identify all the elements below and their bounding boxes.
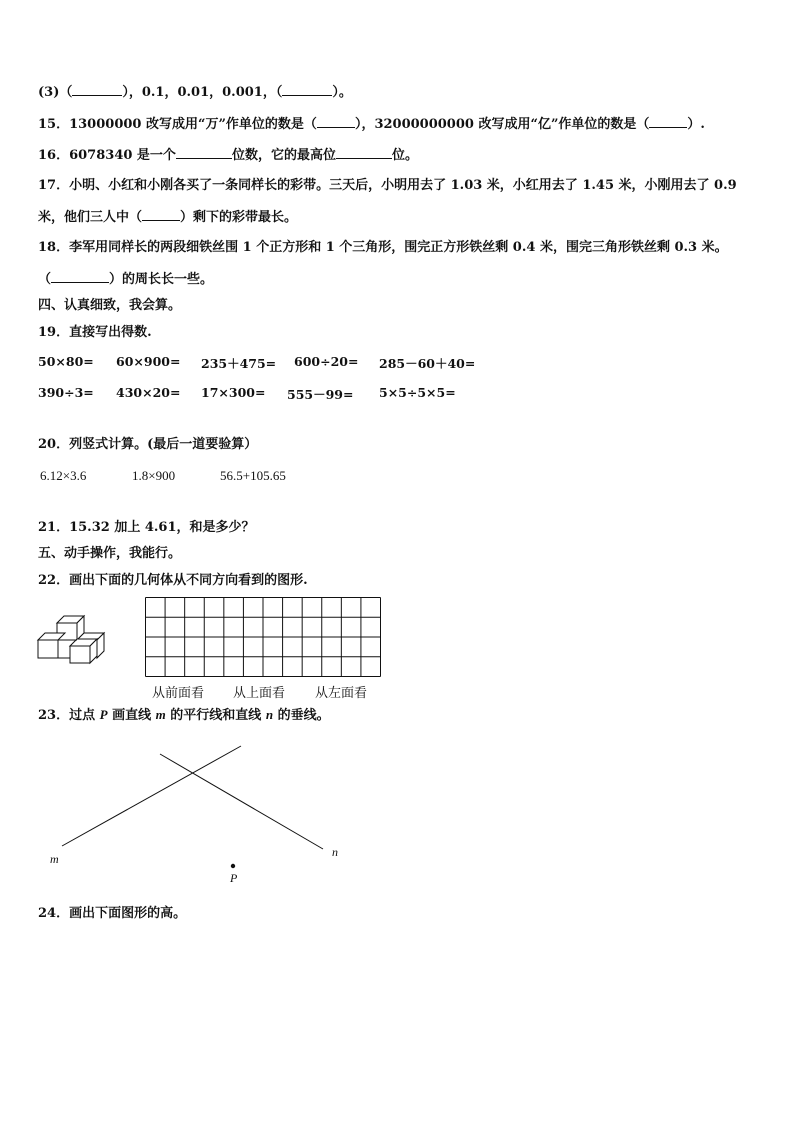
oral-calc-item: 430×20= <box>116 385 181 400</box>
question-16: 16．6078340 是一个 位数，它的最高位 位。 <box>38 148 418 163</box>
question-18-line1: 18．李军用同样长的两段细铁丝围 1 个正方形和 1 个三角形，围完正方形铁丝剩 0.4 米，围完三角形铁丝剩 0.3 米。 <box>38 240 728 255</box>
oral-calc-item: 600÷20= <box>294 354 359 369</box>
question-23-title: 23．过点 P 画直线 m 的平行线和直线 n 的垂线。 <box>38 707 330 723</box>
oral-calc-item: 60×900= <box>116 354 181 369</box>
question-15: 15．13000000 改写成用“万”作单位的数是（ ），32000000000 改写成用“亿”作单位的数是（ ）. <box>38 117 705 132</box>
section-heading-5: 五、动手操作，我能行。 <box>38 546 182 561</box>
oral-calc-item: 50×80= <box>38 354 94 369</box>
oral-calc-item: 235＋475= <box>201 356 277 371</box>
caption-front-view: 从前面看 <box>152 686 205 701</box>
question-18-line2: （ ）的周长长一些。 <box>38 272 214 287</box>
point-p <box>231 864 235 868</box>
oral-calc-item: 390÷3= <box>38 385 94 400</box>
oral-calc-item: 17×300= <box>201 385 266 400</box>
oral-calc-item: 285－60＋40= <box>379 356 476 371</box>
caption-left-view: 从左面看 <box>315 686 368 701</box>
vertical-calc-item: 1.8×900 <box>132 468 176 483</box>
question-17-line2: 米，他们三人中（ ）剩下的彩带最长。 <box>38 210 298 225</box>
vertical-calc-item: 6.12×3.6 <box>40 468 87 483</box>
question-24: 24．画出下面图形的高。 <box>38 906 187 921</box>
caption-top-view: 从上面看 <box>233 686 286 701</box>
oral-calc-item: 555－99= <box>287 387 354 402</box>
question-19-title: 19．直接写出得数. <box>38 325 152 340</box>
question-13-continuation: (3)（ ），0.1，0.01，0.001，（ ）。 <box>38 85 352 100</box>
label-m: m <box>50 852 59 866</box>
line-n <box>160 754 323 849</box>
question-21: 21．15.32 加上 4.61，和是多少？ <box>38 520 255 535</box>
question-22-title: 22．画出下面的几何体从不同方向看到的图形. <box>38 573 308 588</box>
vertical-calc-item: 56.5+105.65 <box>220 468 286 483</box>
question-20-title: 20．列竖式计算。(最后一道要验算） <box>38 437 258 452</box>
question-17-line1: 17．小明、小红和小刚各买了一条同样长的彩带。三天后，小明用去了 1.03 米，小红用去了 1.45 米，小刚用去了 0.9 <box>38 178 737 193</box>
oral-calc-item: 5×5÷5×5= <box>379 385 456 400</box>
label-n: n <box>332 845 338 859</box>
label-p: P <box>230 871 238 885</box>
line-m <box>62 746 241 846</box>
section-heading-4: 四、认真细致，我会算。 <box>38 298 182 313</box>
